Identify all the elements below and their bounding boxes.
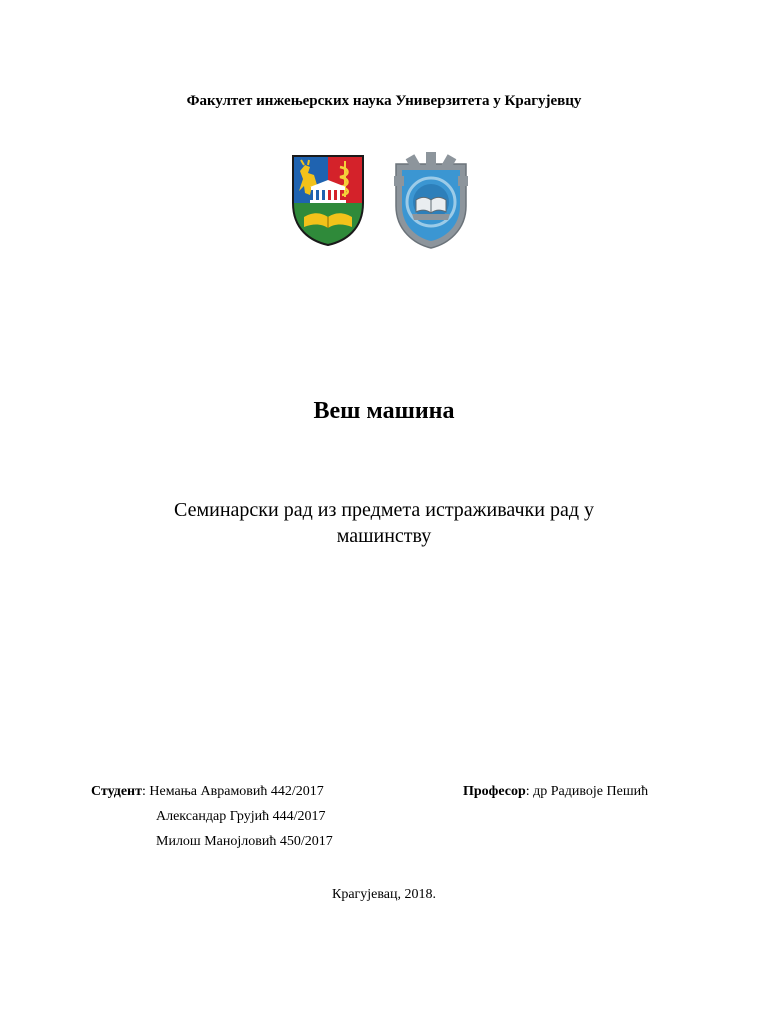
student-label: Студент	[91, 784, 142, 799]
student-name-1: Немања Аврамовић 442/2017	[149, 784, 324, 799]
professor-name: др Радивоје Пешић	[533, 784, 649, 799]
document-subtitle: Семинарски рад из предмета истраживачки рад у машинству	[174, 499, 594, 547]
professor-line	[463, 784, 648, 800]
student-name-2: Александар Грујић 444/2017	[156, 809, 326, 824]
university-coat-of-arms-logo	[290, 153, 366, 247]
faculty-gear-emblem-logo	[390, 150, 472, 250]
document-title: Веш машина	[313, 398, 455, 424]
student-line-1	[91, 784, 324, 800]
place-and-date: Крагујевац, 2018.	[331, 887, 437, 902]
student-label-separator: :	[141, 784, 146, 799]
professor-label: Професор	[463, 784, 526, 799]
student-line-2	[156, 809, 326, 825]
professor-label-separator: :	[525, 784, 530, 799]
logos	[290, 150, 480, 252]
student-line-3	[156, 834, 333, 850]
student-name-3: Милош Манојловић 450/2017	[156, 834, 333, 849]
faculty-name: Факултет инжењерских наука Универзитета у Крагујевцу	[186, 93, 582, 109]
